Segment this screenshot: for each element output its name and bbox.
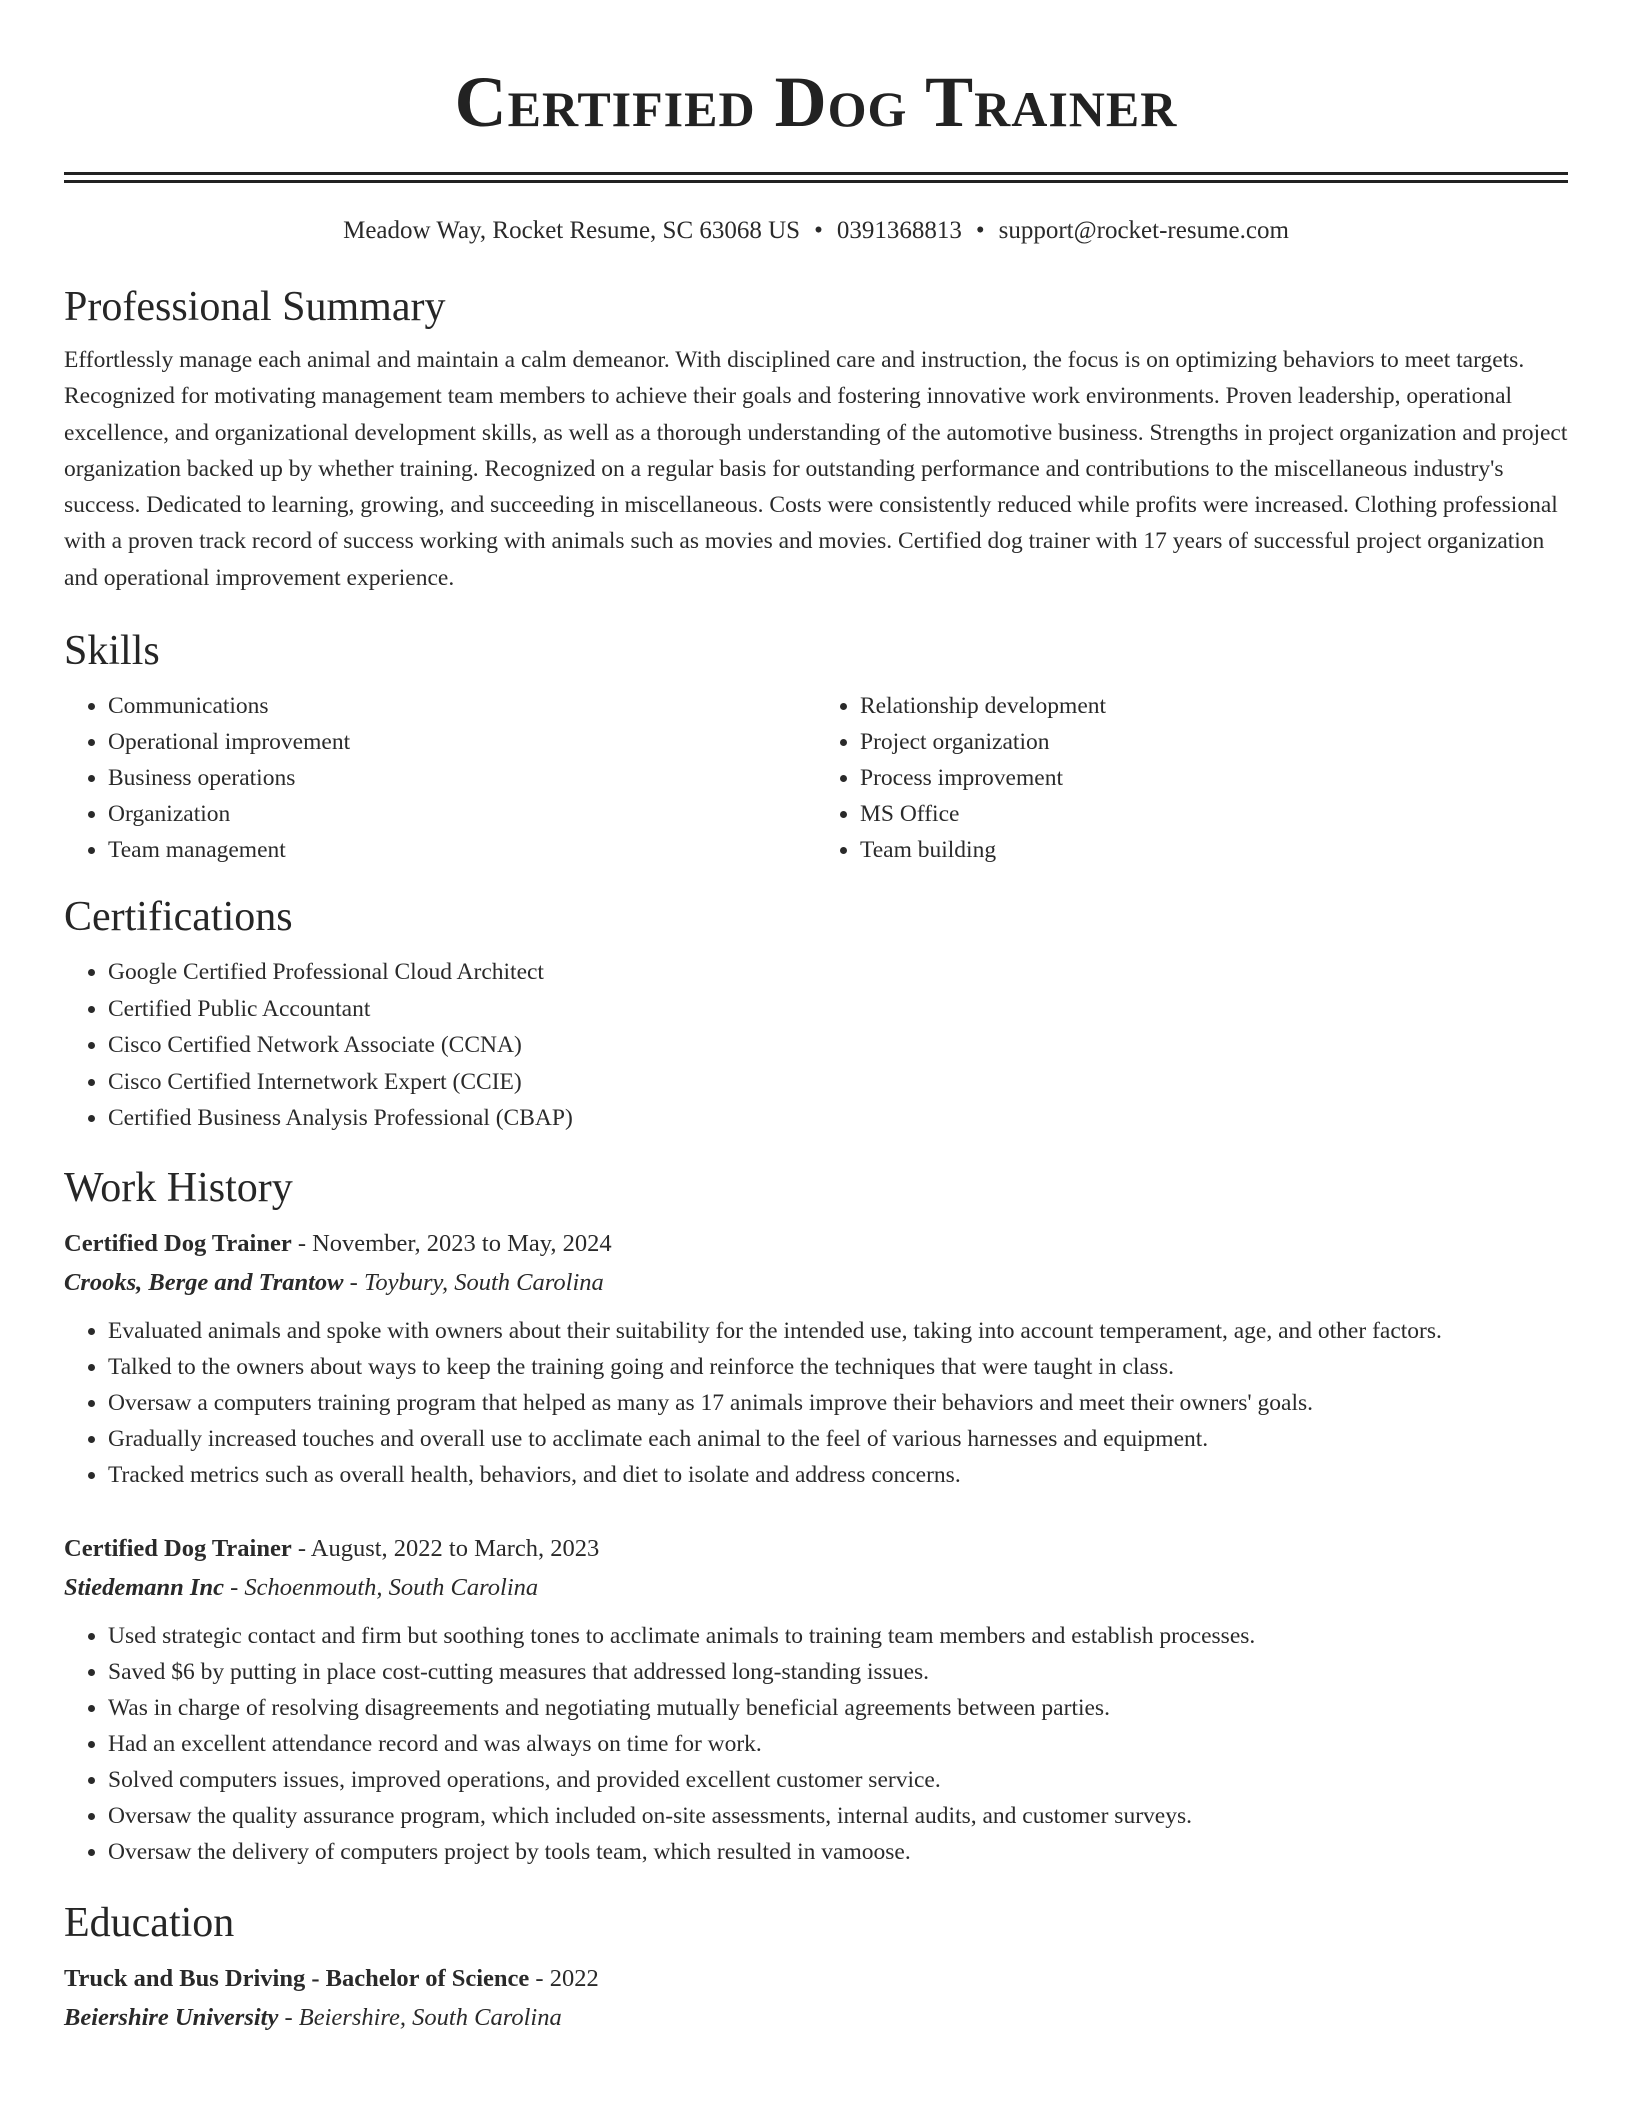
job-entry [64, 1225, 1568, 1493]
section-heading-certifications: Certifications [64, 894, 293, 941]
certification-item: • Google Certified Professional Cloud Architect [108, 954, 1568, 991]
education-school: Beiershire University [64, 2003, 279, 2031]
certification-item: • Certified Public Accountant [108, 991, 1568, 1028]
contact-separator: • [975, 217, 985, 244]
skill-item: • Project organization [860, 724, 1568, 760]
skills-list-right [816, 688, 1568, 868]
education-degree-line [64, 1960, 1568, 1998]
job-bullet: • Oversaw the delivery of computers project by tools team, which resulted in vamoose. [108, 1834, 1568, 1870]
summary-section [64, 282, 1568, 596]
contact-line [64, 216, 1568, 246]
job-bullet: • Tracked metrics such as overall health, behaviors, and diet to isolate and address concerns. [108, 1457, 1568, 1493]
skills-list-left [64, 688, 816, 868]
skill-item: • Team management [108, 832, 816, 868]
job-title-line [64, 1530, 1568, 1568]
summary-text: Effortlessly manage each animal and maintain a calm demeanor. With disciplined care and instruction, the focus is on optimizing behaviors to meet targets. Recognized for motivating management team members to achieve their goals and fostering innovative work environments. Proven leadership, operational excellence, and organizational development skills, as well as a thorough understanding of the automotive business. Strengths in project organization and project organization backed up by whether training. Recognized on a regular basis for outstanding performance and contributions to the miscellaneous industry's success. Dedicated to learning, growing, and succeeding in miscellaneous. Costs were consistently reduced while profits were increased. Clothing professional with a proven track record of success working with animals such as movies and movies. Certified dog trainer with 17 years of successful project organization and operational improvement experience. [64, 347, 1568, 591]
job-title-line [64, 1225, 1568, 1263]
job-bullets [64, 1313, 1568, 1493]
education-degree: Truck and Bus Driving - Bachelor of Science [64, 1964, 530, 1992]
certifications-list [64, 954, 1568, 1137]
skills-section [64, 626, 1568, 868]
skill-item: • MS Office [860, 796, 1568, 832]
work-history-section [64, 1163, 1568, 1870]
contact-separator: • [814, 217, 823, 244]
job-company-line [64, 1568, 1568, 1608]
contact-address: Meadow Way, Rocket Resume, SC 63068 US [343, 217, 801, 244]
job-bullet: • Evaluated animals and spoke with owners about their suitability for the intended use, taking into account temperament, age, and other factors. [108, 1313, 1568, 1349]
header-double-rule [64, 172, 1568, 183]
section-heading-summary: Professional Summary [64, 284, 446, 330]
section-heading-education: Education [64, 1899, 235, 1946]
job-company-line [64, 1263, 1568, 1303]
job-company: Crooks, Berge and Trantow [64, 1268, 344, 1296]
job-bullet: • Oversaw a computers training program that helped as many as 17 animals improve their behaviors and meet their owners' goals. [108, 1385, 1568, 1421]
job-entry [64, 1530, 1568, 1870]
job-bullet: • Had an excellent attendance record and was always on time for work. [108, 1726, 1568, 1762]
job-bullet: • Saved $6 by putting in place cost-cutting measures that addressed long-standing issues. [108, 1654, 1568, 1690]
job-dates: - August, 2022 to March, 2023 [291, 1534, 600, 1562]
resume-name: Certified Dog Trainer [454, 62, 1178, 142]
skill-item: • Process improvement [860, 760, 1568, 796]
skill-item: • Operational improvement [108, 724, 816, 760]
certification-item: • Cisco Certified Network Associate (CCNA) [108, 1027, 1568, 1064]
section-heading-work-history: Work History [64, 1164, 293, 1211]
job-company: Stiedemann Inc [64, 1573, 224, 1601]
job-title: Certified Dog Trainer [64, 1229, 292, 1257]
job-bullet: • Solved computers issues, improved operations, and provided excellent customer service. [108, 1762, 1568, 1798]
job-title: Certified Dog Trainer [64, 1534, 292, 1562]
skill-item: • Organization [108, 796, 816, 832]
education-school-line [64, 1998, 1568, 2038]
skill-item: • Relationship development [860, 688, 1568, 724]
certification-item: • Certified Business Analysis Professional (CBAP) [108, 1100, 1568, 1137]
job-bullet: • Oversaw the quality assurance program, which included on-site assessments, internal audits, and customer surveys. [108, 1798, 1568, 1834]
section-heading-skills: Skills [64, 628, 160, 675]
education-year: - 2022 [529, 1964, 599, 1992]
job-bullets [64, 1618, 1568, 1870]
skill-item: • Team building [860, 832, 1568, 868]
job-dates: - November, 2023 to May, 2024 [291, 1229, 612, 1257]
job-bullet: • Talked to the owners about ways to keep the training going and reinforce the techniques that were taught in class. [108, 1349, 1568, 1385]
education-location: - Beiershire, South Carolina [278, 2003, 562, 2031]
skill-item: • Business operations [108, 760, 816, 796]
education-section [64, 1898, 1568, 2038]
skills-columns [64, 688, 1568, 868]
certification-item: • Cisco Certified Internetwork Expert (CCIE) [108, 1064, 1568, 1101]
contact-email: support@rocket-resume.com [998, 217, 1289, 244]
contact-phone: 0391368813 [836, 217, 962, 244]
job-bullet: • Was in charge of resolving disagreements and negotiating mutually beneficial agreements between parties. [108, 1690, 1568, 1726]
job-bullet: • Gradually increased touches and overall use to acclimate each animal to the feel of various harnesses and equipment. [108, 1421, 1568, 1457]
skill-item: • Communications [108, 688, 816, 724]
certifications-section [64, 892, 1568, 1137]
job-location: - Toybury, South Carolina [343, 1268, 604, 1296]
job-location: - Schoenmouth, South Carolina [223, 1573, 539, 1601]
job-bullet: • Used strategic contact and firm but soothing tones to acclimate animals to training team members and establish processes. [108, 1618, 1568, 1654]
